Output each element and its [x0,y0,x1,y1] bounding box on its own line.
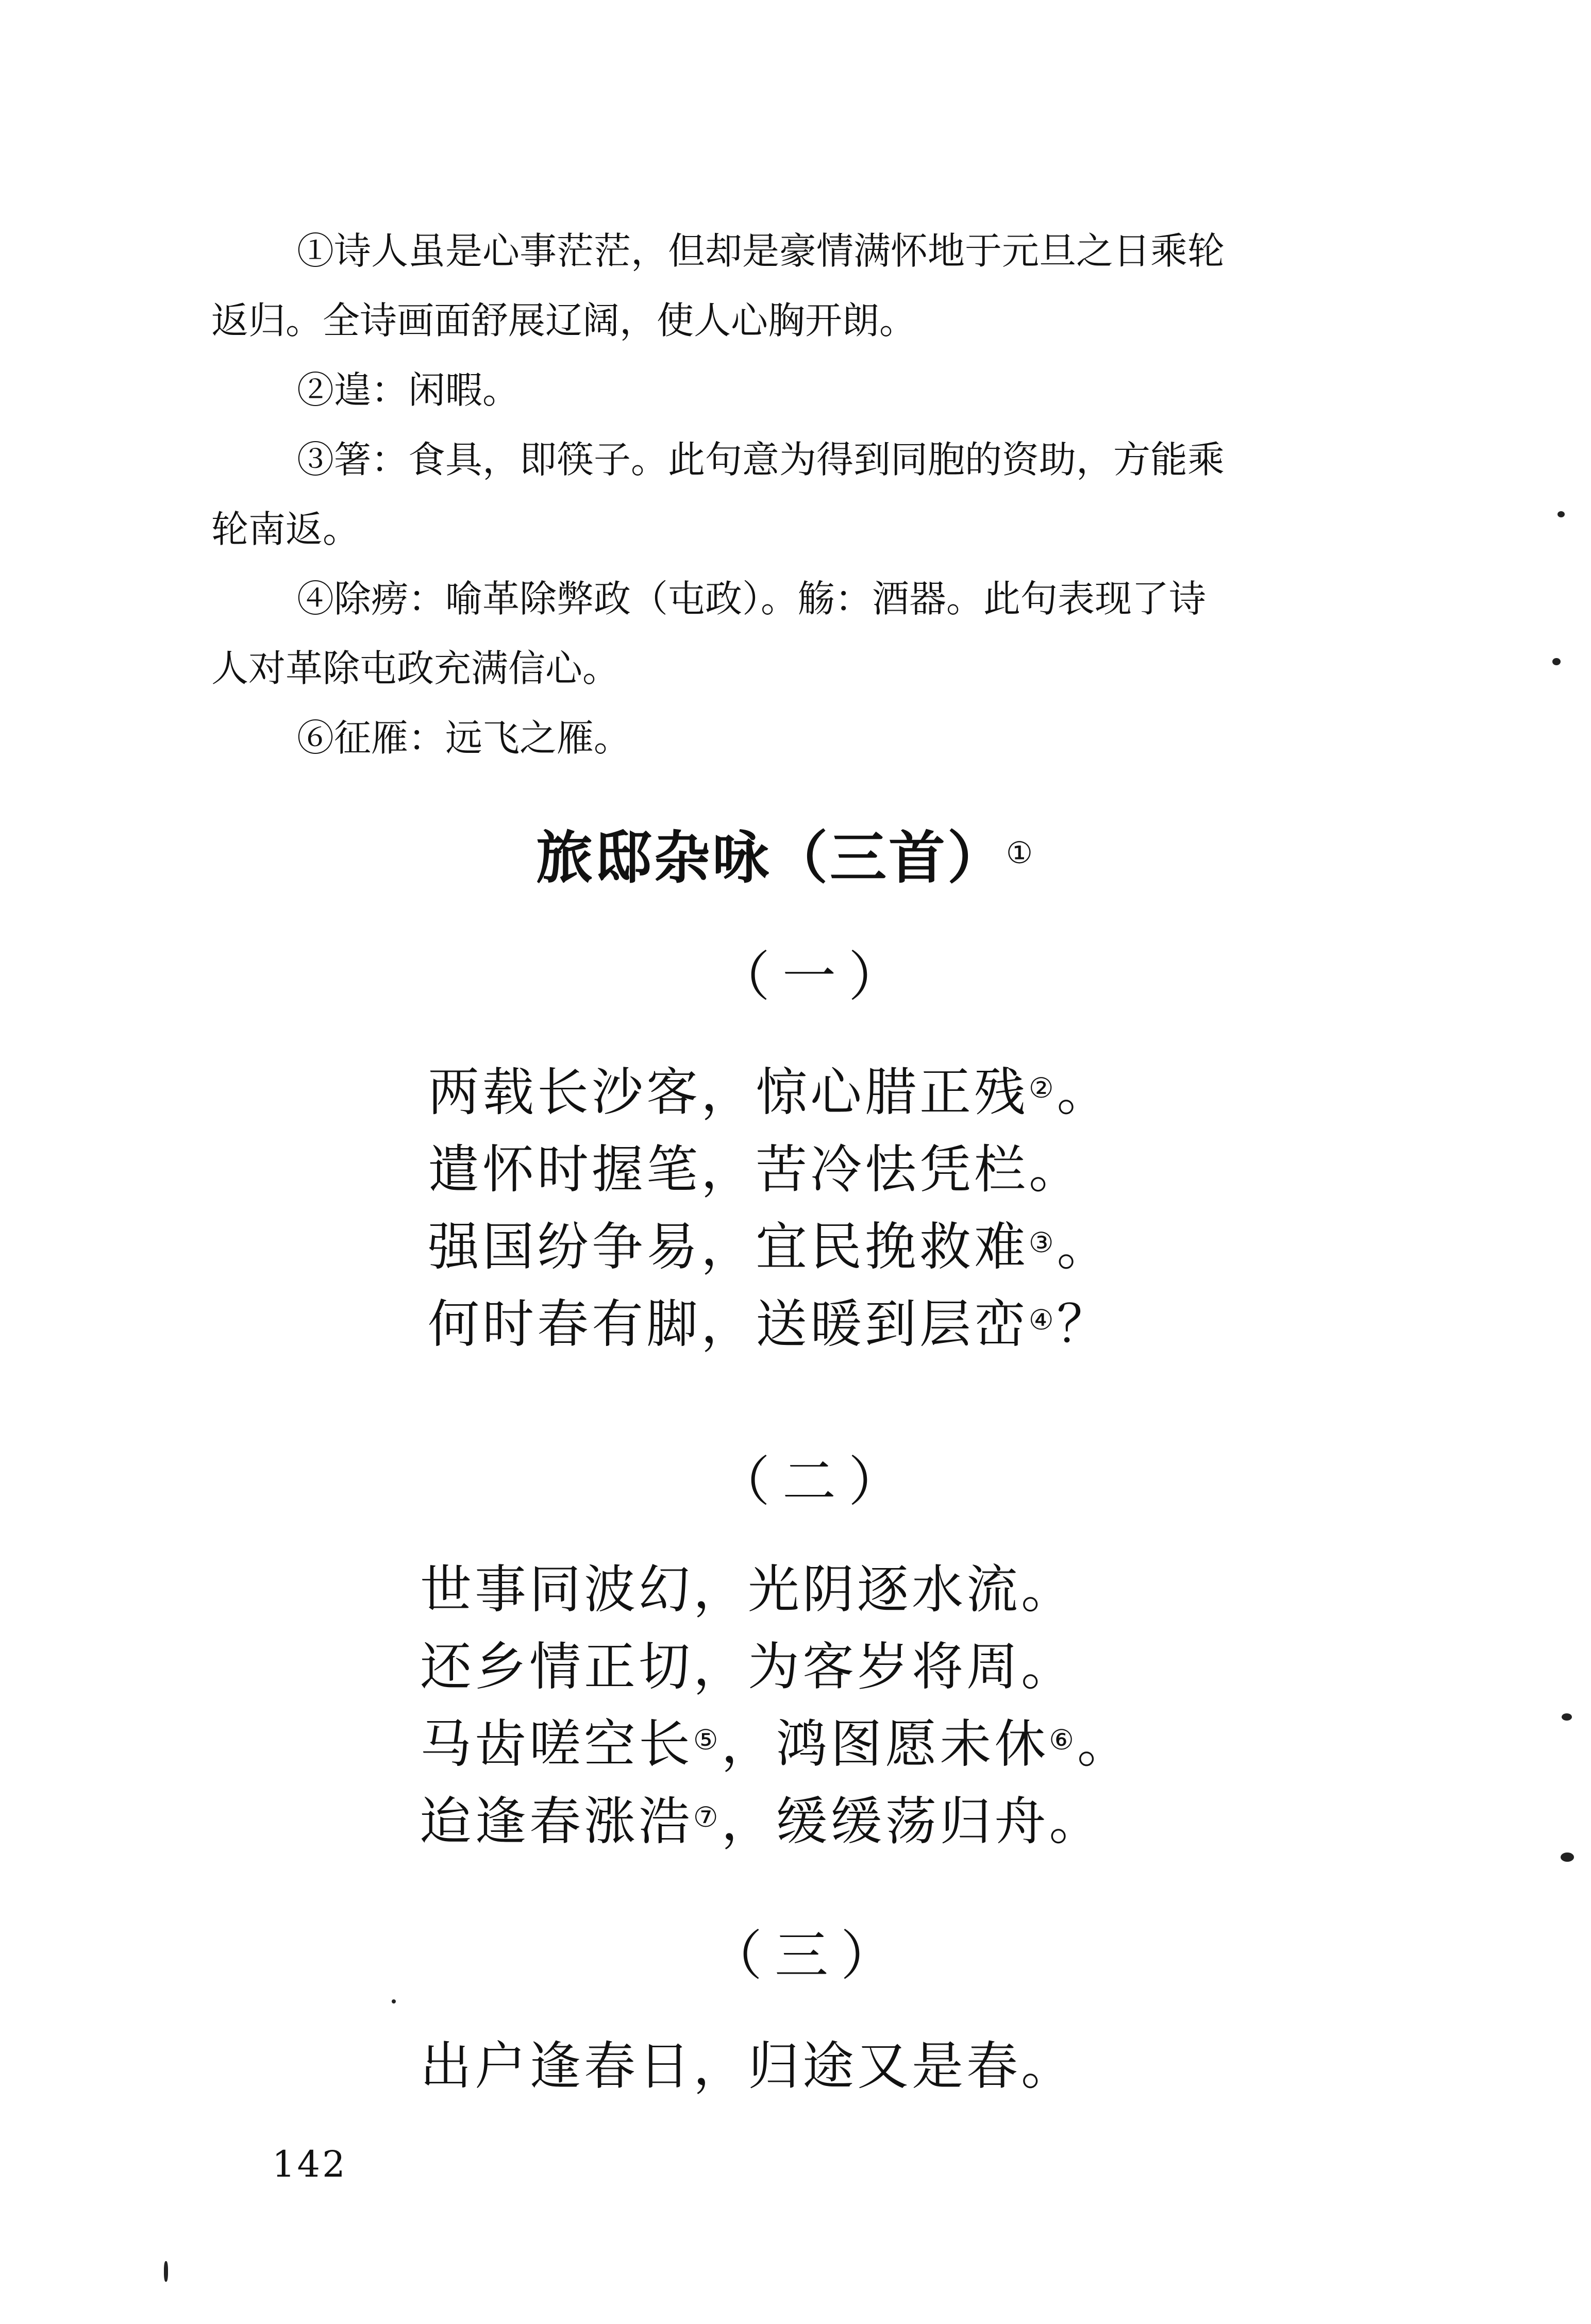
note-marker: ⑥ [1049,1724,1077,1756]
poem-line [420,1556,1076,1623]
poem-line [428,1214,1111,1281]
footnotes [211,216,1412,773]
note-marker: ⑤ [693,1724,722,1756]
poem-line [428,1291,1111,1358]
poem-line-text: 马齿嗟空长 [420,1714,693,1774]
scan-speck [164,2261,168,2282]
note-marker: ④ [1029,1304,1057,1336]
poem-line-text: 迨逢春涨浩 [420,1791,693,1851]
footnote-4-line-1: ④除痨：喻革除弊政（屯政）。觞：酒器。此句表现了诗 [297,577,1207,620]
poem-line-text: 两载长沙客，惊心腊正残 [428,1062,1029,1122]
poem-line-text: 遣怀时握笔，苦冷怯凭栏。 [428,1139,1083,1200]
poem-line [420,1711,1132,1778]
poem-line [428,1136,1083,1203]
scan-speck [1557,511,1565,517]
poem-line [420,1633,1076,1700]
footnote-1-line-1: ①诗人虽是心事茫茫，但却是豪情满怀地于元旦之日乘轮 [297,229,1225,273]
poem-line-text: 还乡情正切，为客岁将周。 [420,1637,1076,1697]
poem-line [420,2033,1076,2100]
poem-line-end: ？ [1057,1294,1112,1354]
note-marker: ③ [1029,1226,1057,1259]
note-marker: ② [1029,1072,1057,1104]
footnote-4-line-2: 人对革除屯政充满信心。 [211,647,620,690]
poem-line [428,1059,1111,1126]
poem-line-end: ，缓缓荡归舟。 [721,1791,1104,1851]
poem-line-end: 。 [1077,1714,1132,1774]
section-heading-1: （一） [716,945,915,1008]
footnote-1-line-2: 返归。全诗画面舒展辽阔，使人心胸开朗。 [211,299,917,342]
poem-line-text: 出户逢春日，归途又是春。 [420,2036,1076,2096]
footnote-6: ⑥征雁：远飞之雁。 [297,716,631,760]
scan-speck [1552,658,1561,665]
section-heading-3: （三） [709,1924,907,1987]
footnote-3-line-2: 轮南返。 [211,508,360,551]
section-heading-2: （二） [716,1450,915,1513]
scan-speck [1562,1713,1572,1721]
poem-line-end: 。 [1057,1062,1112,1122]
poem-line-text: 何时春有脚，送暖到层峦 [428,1294,1029,1354]
poem-line [420,1788,1103,1855]
poem-line-text: 世事同波幻，光阴逐水流。 [420,1559,1076,1620]
poem-line-end: 。 [1057,1217,1112,1277]
poem-title-note-marker: ① [1006,835,1035,870]
scan-speck [392,1999,396,2003]
footnote-2: ②遑：闲暇。 [297,368,520,412]
poem-line-text: 强国纷争易，宜民挽救难 [428,1217,1029,1277]
poem-title [536,822,1035,894]
poem-line-middle: ，鸿图愿未休 [721,1714,1049,1774]
poem-title-text: 旅邸杂咏（三首） [536,825,1006,891]
note-marker: ⑦ [693,1801,722,1833]
scan-speck [1561,1853,1574,1862]
page-number: 142 [272,2143,347,2185]
footnote-3-line-1: ③箸：食具，即筷子。此句意为得到同胞的资助，方能乘 [297,438,1225,481]
